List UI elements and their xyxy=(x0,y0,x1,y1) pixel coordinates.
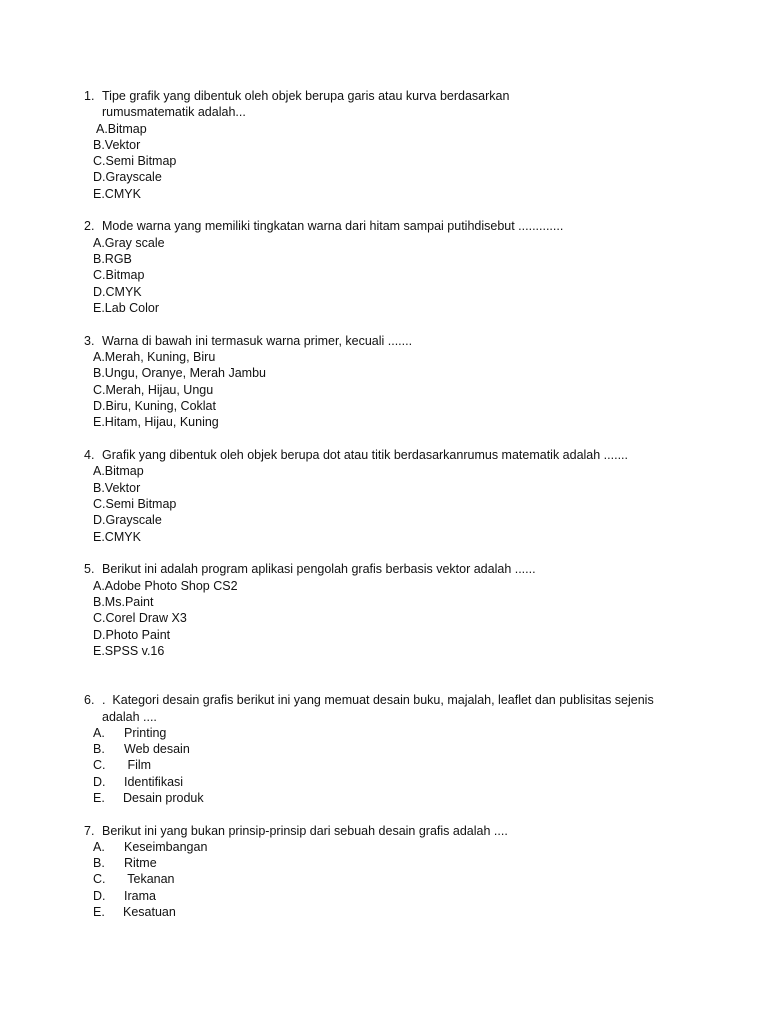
option-e: E.Hitam, Hijau, Kuning xyxy=(93,415,219,429)
option-letter: B. xyxy=(93,856,105,870)
option-text: Identifikasi xyxy=(124,775,184,789)
option-letter: A. xyxy=(93,840,105,854)
option-c: C.Bitmap xyxy=(93,268,145,282)
question-text: Berikut ini adalah program aplikasi pengolah grafis berbasis vektor adalah ...... xyxy=(102,562,536,576)
option-d: D.Biru, Kuning, Coklat xyxy=(93,399,216,413)
option-b: B.Ungu, Oranye, Merah Jambu xyxy=(93,366,266,380)
option-text: Film xyxy=(124,758,152,772)
option-b: B.Vektor xyxy=(93,138,141,152)
option-b: B.Ms.Paint xyxy=(93,595,154,609)
question-text: adalah .... xyxy=(102,710,157,724)
option-d: D.Grayscale xyxy=(93,170,162,184)
option-d: D.Photo Paint xyxy=(93,628,171,642)
option-letter: E. xyxy=(93,791,105,805)
option-text: Kesatuan xyxy=(123,905,176,919)
question-text: Warna di bawah ini termasuk warna primer, kecuali ....... xyxy=(102,334,413,348)
option-e: E.Lab Color xyxy=(93,301,160,315)
option-e: E.SPSS v.16 xyxy=(93,644,165,658)
option-b: B.RGB xyxy=(93,252,132,266)
option-letter: D. xyxy=(93,889,106,903)
question-text: Tipe grafik yang dibentuk oleh objek berupa garis atau kurva berdasarkan xyxy=(102,89,510,103)
question-number: 7. xyxy=(84,824,95,838)
option-d: D.CMYK xyxy=(93,285,142,299)
option-a: A.Adobe Photo Shop CS2 xyxy=(93,579,238,593)
option-text: Desain produk xyxy=(123,791,204,805)
option-letter: D. xyxy=(93,775,106,789)
question-number: 1. xyxy=(84,89,95,103)
option-text: Web desain xyxy=(124,742,190,756)
question-text: Grafik yang dibentuk oleh objek berupa dot atau titik berdasarkanrumus matematik adalah ....... xyxy=(102,448,628,462)
option-c: C.Corel Draw X3 xyxy=(93,611,187,625)
option-text: Keseimbangan xyxy=(124,840,208,854)
option-a: A.Merah, Kuning, Biru xyxy=(93,350,216,364)
option-letter: C. xyxy=(93,758,106,772)
option-text: Tekanan xyxy=(124,872,175,886)
option-letter: B. xyxy=(93,742,105,756)
question-number: 2. xyxy=(84,219,95,233)
option-a: A.Bitmap xyxy=(93,464,144,478)
question-text: Mode warna yang memiliki tingkatan warna dari hitam sampai putihdisebut ............. xyxy=(102,219,564,233)
question-number: 3. xyxy=(84,334,95,348)
option-e: E.CMYK xyxy=(93,187,141,201)
question-text: Berikut ini yang bukan prinsip-prinsip dari sebuah desain grafis adalah .... xyxy=(102,824,508,838)
option-b: B.Vektor xyxy=(93,481,141,495)
question-text: . Kategori desain grafis berikut ini yang memuat desain buku, majalah, leaflet dan publisitas sejenis xyxy=(102,693,654,707)
option-c: C.Semi Bitmap xyxy=(93,154,177,168)
option-letter: E. xyxy=(93,905,105,919)
question-text: rumusmatematik adalah... xyxy=(102,105,246,119)
option-text: Irama xyxy=(124,889,156,903)
option-c: C.Semi Bitmap xyxy=(93,497,177,511)
option-a: A.Gray scale xyxy=(93,236,165,250)
option-letter: A. xyxy=(93,726,105,740)
question-number: 5. xyxy=(84,562,95,576)
option-c: C.Merah, Hijau, Ungu xyxy=(93,383,214,397)
option-e: E.CMYK xyxy=(93,530,141,544)
question-number: 4. xyxy=(84,448,95,462)
option-text: Ritme xyxy=(124,856,157,870)
option-letter: C. xyxy=(93,872,106,886)
option-d: D.Grayscale xyxy=(93,513,162,527)
option-a: A.Bitmap xyxy=(96,122,147,136)
option-text: Printing xyxy=(124,726,167,740)
question-number: 6. xyxy=(84,693,95,707)
